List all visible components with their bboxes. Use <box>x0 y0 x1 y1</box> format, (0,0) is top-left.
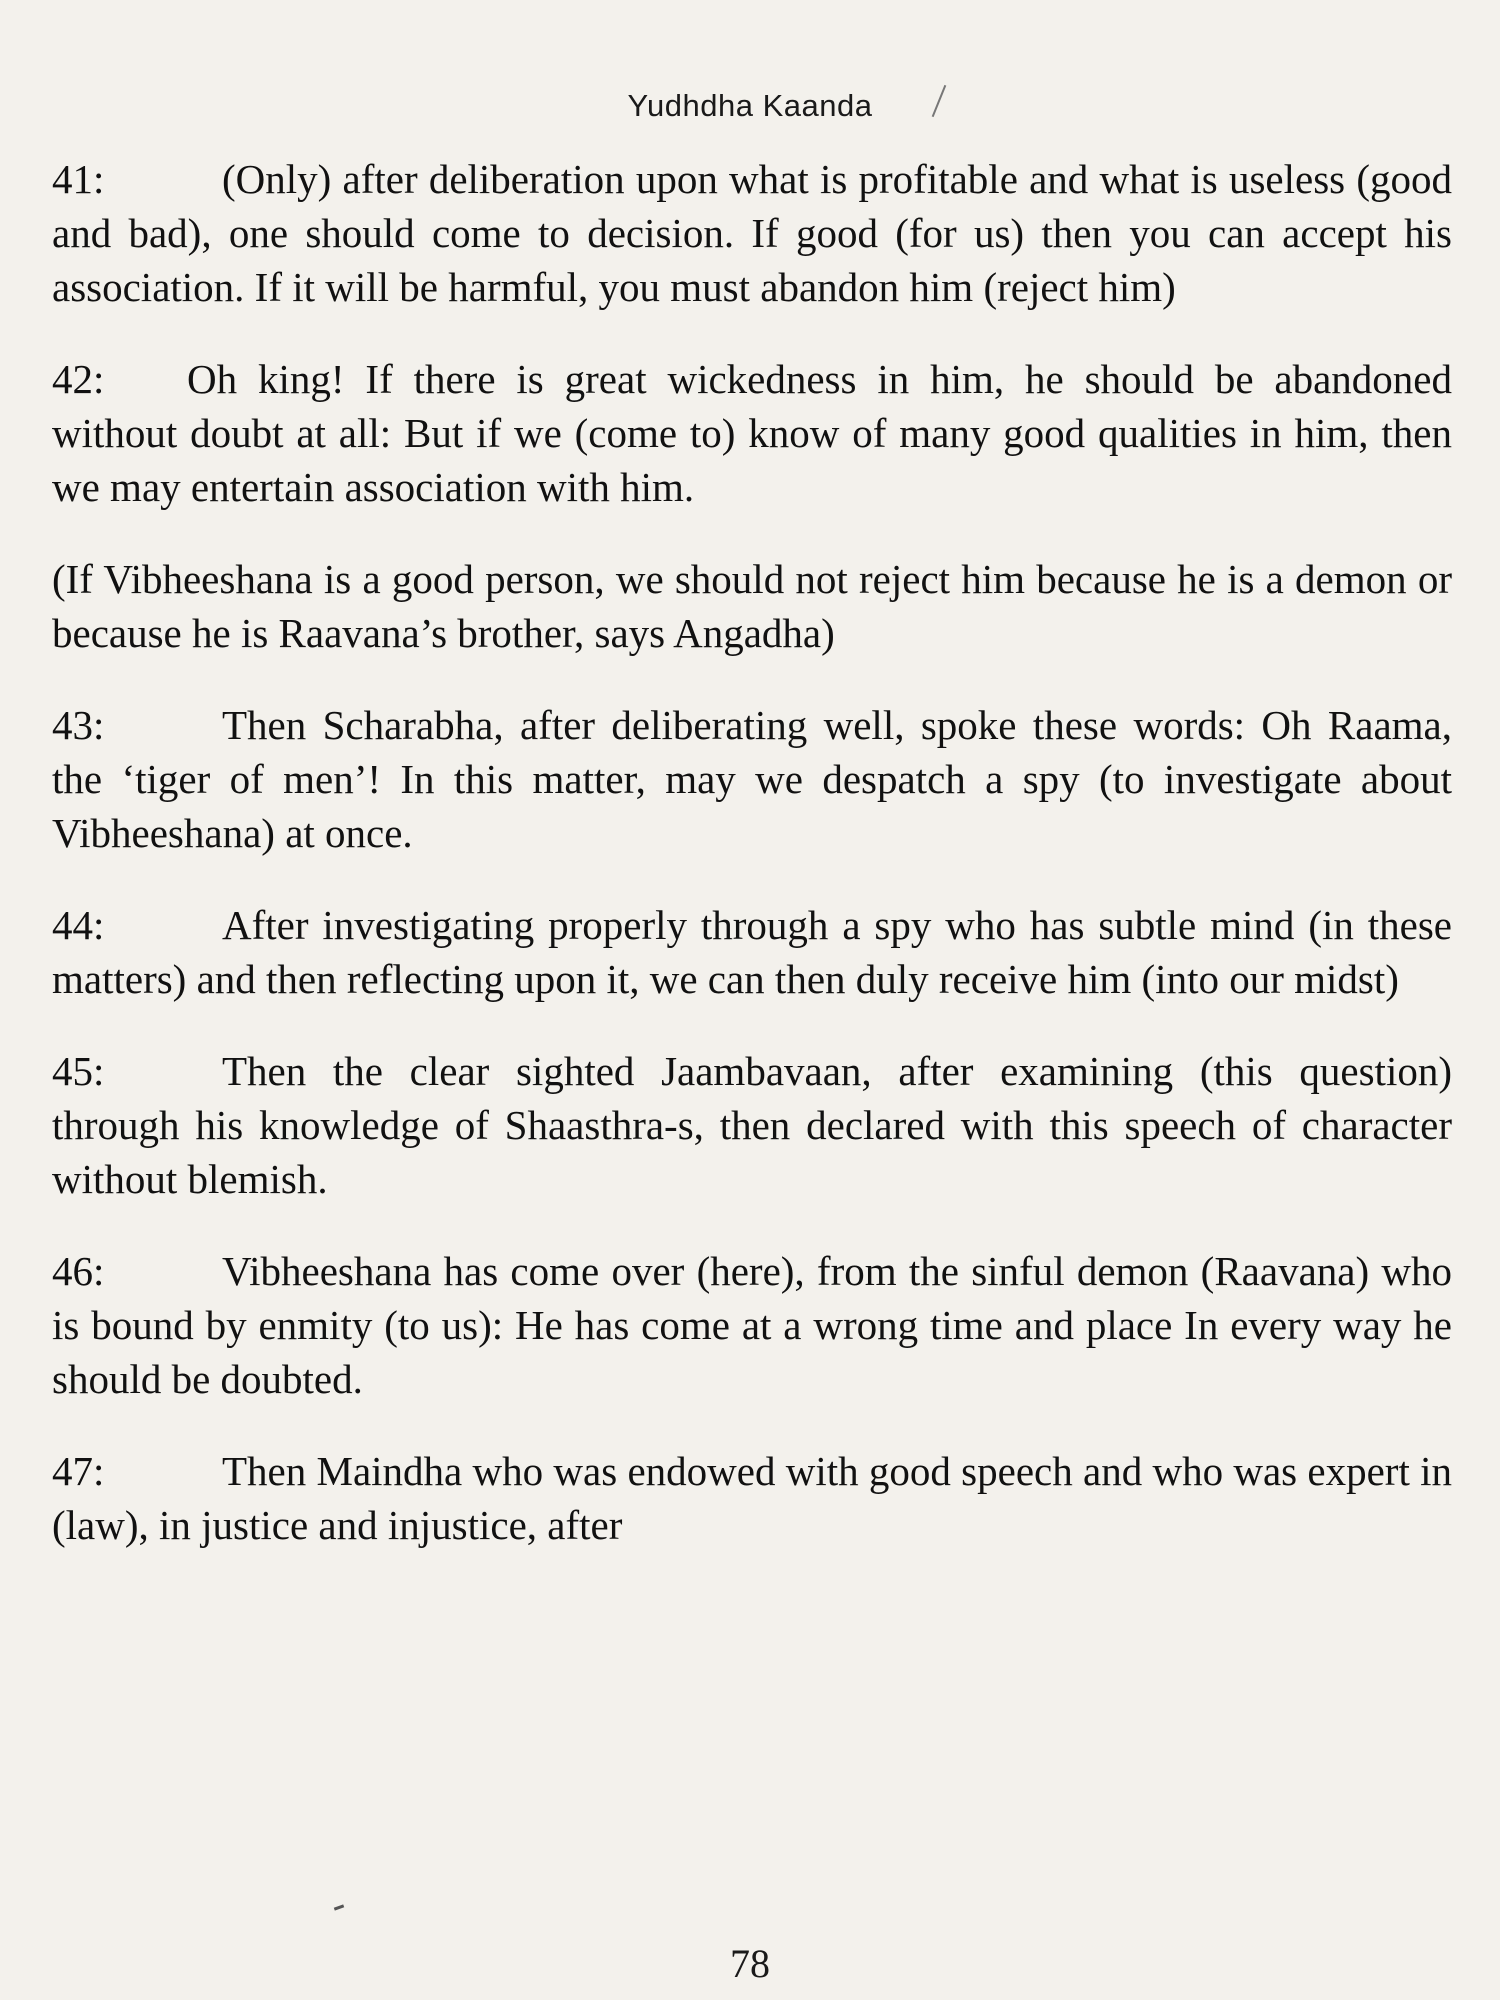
verse-number: 47: <box>52 1448 105 1494</box>
verse-42 <box>52 352 1452 514</box>
ink-smudge <box>334 1904 344 1910</box>
commentary-text: (If Vibheeshana is a good person, we should not reject him because he is a demon or because he is Raavana’s brother, says Angadha) <box>52 556 1452 656</box>
verse-text: Then the clear sighted Jaambavaan, after examining (this question) through his knowledge of Shaasthra-s, then declared with this speech of character without blemish. <box>52 1048 1452 1202</box>
verse-text-block <box>52 152 1452 1590</box>
verse-text: After investigating properly through a spy who has subtle mind (in these matters) and then reflecting upon it, we can then duly receive him (into our midst) <box>52 902 1452 1002</box>
verse-number: 43: <box>52 702 105 748</box>
verse-41 <box>52 152 1452 314</box>
running-header: Yudhdha Kaanda <box>627 88 873 123</box>
verse-47 <box>52 1444 1452 1552</box>
verse-text: Then Maindha who was endowed with good speech and who was expert in (law), in justice and injustice, after <box>52 1448 1452 1548</box>
verse-text: Oh king! If there is great wickedness in him, he should be abandoned without doubt at all: But if we (come to) know of many good qualities in him, then we may entertain association with him. <box>52 356 1452 510</box>
verse-44 <box>52 898 1452 1006</box>
verse-text: Vibheeshana has come over (here), from the sinful demon (Raavana) who is bound by enmity (to us): He has come at a wrong time and place In every way he should be doubted. <box>52 1248 1452 1402</box>
verse-43 <box>52 698 1452 860</box>
verse-46 <box>52 1244 1452 1406</box>
verse-number: 46: <box>52 1248 105 1294</box>
commentary-note <box>52 552 1452 660</box>
page-number: 78 <box>730 1941 770 1986</box>
verse-text: (Only) after deliberation upon what is profitable and what is useless (good and bad), one should come to decision. If good (for us) then you can accept his association. If it will be harmful, you must abandon him (reject him) <box>52 156 1452 310</box>
verse-number: 45: <box>52 1048 105 1094</box>
verse-text: Then Scharabha, after deliberating well, spoke these words: Oh Raama, the ‘tiger of men’! In this matter, may we despatch a spy (to investigate about Vibheeshana) at once. <box>52 702 1452 856</box>
verse-45 <box>52 1044 1452 1206</box>
verse-number: 42: <box>52 356 105 402</box>
verse-number: 44: <box>52 902 105 948</box>
verse-number: 41: <box>52 156 105 202</box>
